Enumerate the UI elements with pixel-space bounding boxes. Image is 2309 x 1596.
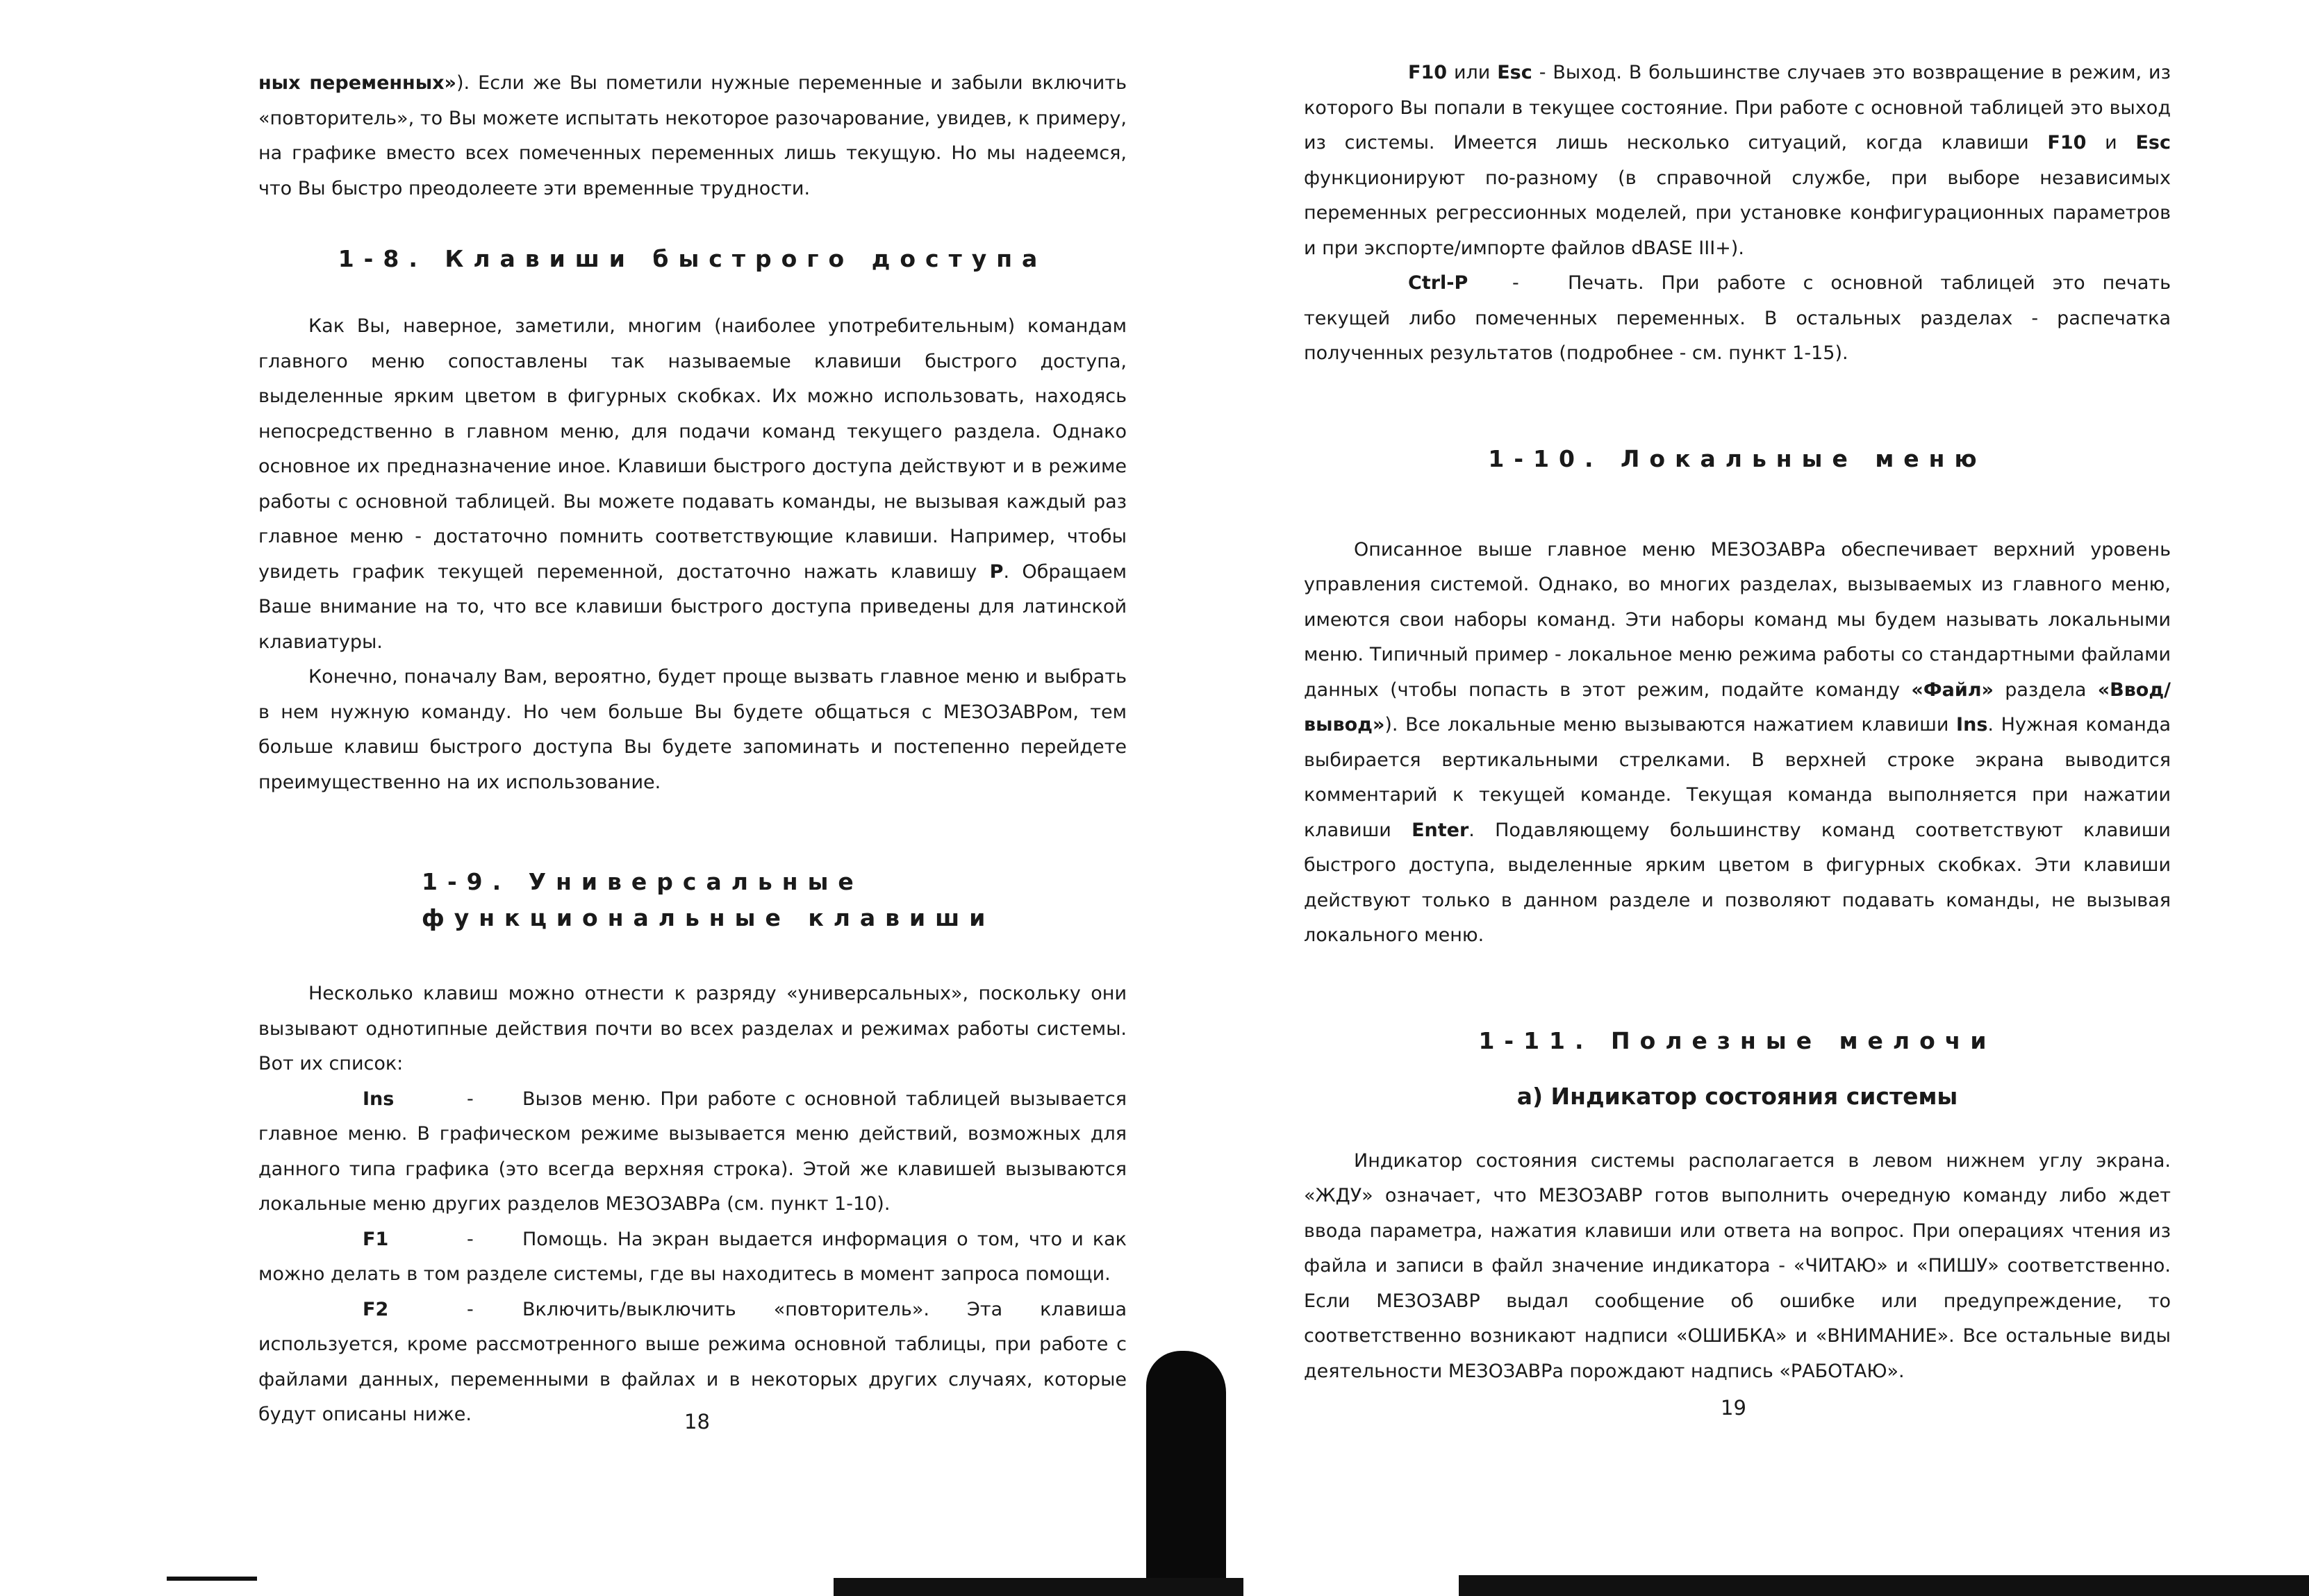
s110-mid-1: раздела <box>1993 679 2098 701</box>
key-ins-name: Ins <box>363 1088 395 1110</box>
f10-text-2: функционируют по-разному (в справочной службе, при выборе независимых переменных регрессионных моделей, при установке конфигурационных параметров и при экспорте/импорте файлов dBASE III+). <box>1304 167 2171 259</box>
key-item-f1 <box>258 1222 1127 1292</box>
ctrlp-item <box>1304 266 2171 372</box>
scan-mark <box>167 1577 257 1581</box>
f10-inline-key: F10 <box>2047 132 2087 153</box>
f10-and: и <box>2105 132 2117 153</box>
section-1-9-intro: Несколько клавиш можно отнести к разряду «универсальных», поскольку они вызывают однотипные действия почти во всех разделах и режимах работы системы. Вот их список: <box>258 983 1127 1074</box>
key-ins-dash: - <box>467 1088 474 1110</box>
section-1-11-subheading: а) Индикатор состояния системы <box>1516 1082 1958 1110</box>
para1-key: P <box>989 560 1004 583</box>
s110-mid-2: ). Все локальные меню вызываются нажатием клавиши <box>1384 714 1957 735</box>
key-f1-text: Помощь. На экран выдается информация о том, что и как можно делать в том разделе системы, где вы находитесь в момент запроса помощи. <box>258 1228 1127 1285</box>
s110-cmd-file: «Файл» <box>1911 679 1994 701</box>
section-1-9-heading-line-2: функциональные клавиши <box>422 904 995 931</box>
s110-end: . Подавляющему большинству команд соответствуют клавиши быстрого доступа, выделенные ярким цветом в фигурных скобках. Эти клавиши действуют только в данном разделе и позволяют подавать команды, не вызывая локального меню. <box>1304 819 2171 946</box>
intro-bold-fragment: ных переменных» <box>258 72 456 94</box>
ctrlp-dash: - <box>1512 272 1519 294</box>
s110-mid-3: . Нужная команда выбирается вертикальными стрелками. В верхней строке экрана выводится комментарий к текущей команде. Текущая команда выполняется при нажатии клавиши <box>1304 714 2171 841</box>
para1-end: . Обращаем Ваше внимание на то, что все клавиши быстрого доступа приведены для латинской клавиатуры. <box>258 560 1127 653</box>
f10-key: F10 <box>1408 62 1448 83</box>
section-1-9-heading <box>258 864 1127 936</box>
left-page <box>0 0 1154 1596</box>
section-1-11-heading: 1-11. Полезные мелочи <box>1478 1026 1996 1054</box>
key-f1-name: F1 <box>363 1228 389 1250</box>
key-f2-dash: - <box>467 1298 474 1320</box>
intro-paragraph <box>258 66 1127 206</box>
ctrlp-key: Ctrl-P <box>1408 272 1468 294</box>
section-1-8-paragraph-1 <box>258 309 1127 660</box>
section-1-9-heading-line-1: 1-9. Универсальные <box>422 868 863 895</box>
s110-start: Описанное выше главное меню МЕЗОЗАВРа обеспечивает верхний уровень управления системой. Однако, во многих разделах, вызываемых из главного меню, имеются свои наборы команд. Эти наборы команд мы будем называть локальными меню. Типичный пример - локальное меню режима работы со стандартными файлами данных (чтобы попасть в этот режим, подайте команду <box>1304 538 2171 701</box>
page-number-right: 19 <box>1721 1396 1746 1420</box>
s110-key-enter: Enter <box>1412 819 1469 841</box>
section-1-8-paragraph-2: Конечно, поначалу Вам, вероятно, будет проще вызвать главное меню и выбрать в нем нужную команду. Но чем больше Вы будете общаться с МЕЗОЗАВРом, тем больше клавиш быстрого доступа Вы будете запоминать и постепенно перейдете преимущественно на их использование. <box>258 666 1127 793</box>
f10-esc-item <box>1304 56 2171 266</box>
section-1-8-heading: 1-8. Клавиши быстрого доступа <box>338 245 1048 272</box>
key-item-ins <box>258 1082 1127 1222</box>
esc-inline-key: Esc <box>2135 132 2171 153</box>
section-1-10-paragraph <box>1304 533 2171 954</box>
f10-text-1: - Выход. В большинстве случаев это возвращение в режим, из которого Вы попали в текущее состояние. При работе с основной таблицей это выход из системы. Имеется лишь несколько ситуаций, когда клавиши <box>1304 62 2171 153</box>
section-1-10-heading: 1-10. Локальные меню <box>1488 444 1987 472</box>
esc-key: Esc <box>1497 62 1532 83</box>
page-number-left: 18 <box>684 1410 710 1433</box>
left-page-text <box>258 66 1127 1433</box>
s110-key-ins: Ins <box>1956 714 1988 735</box>
f10-or: или <box>1453 62 1491 83</box>
key-f2-name: F2 <box>363 1298 389 1320</box>
ctrlp-text: Печать. При работе с основной таблицей это печать текущей либо помеченных переменных. В остальных разделах - распечатка полученных результатов (подробнее - см. пункт 1-15). <box>1304 272 2171 364</box>
section-1-11-paragraph: Индикатор состояния системы располагается в левом нижнем углу экрана. «ЖДУ» означает, что МЕЗОЗАВР готов выполнить очередную команду либо ждет ввода параметра, нажатия клавиши или ответа на вопрос. При операциях чтения из файла и записи в файл значение индикатора - «ЧИТАЮ» и «ПИШУ» соответственно. Если МЕЗОЗАВР выдал сообщение об ошибке или предупреждение, то соответственно возникают надписи «ОШИБКА» и «ВНИМАНИЕ». Все остальные виды деятельности МЕЗОЗАВРа порождают надпись «РАБОТАЮ». <box>1304 1149 2171 1382</box>
key-ins-text: Вызов меню. При работе с основной таблицей вызывается главное меню. В графическом режиме вызывается меню действий, возможных для данного типа графика (это всегда верхняя строка). Этой же клавишей вызываются локальные меню других разделов МЕЗОЗАВРа (см. пункт 1-10). <box>258 1088 1127 1215</box>
intro-rest: ). Если же Вы пометили нужные переменные и забыли включить «повторитель», то Вы можете испытать некоторое разочарование, увидев, к примеру, на графике вместо всех помеченных переменных лишь текущую. Но мы надеемся, что Вы быстро преодолеете эти временные трудности. <box>258 72 1127 199</box>
s110-cmd-io: «Ввод/вывод» <box>1304 679 2171 735</box>
key-f1-dash: - <box>467 1228 474 1250</box>
key-f2-text: Включить/выключить «повторитель». Эта клавиша используется, кроме рассмотренного выше режима основной таблицы, при работе с файлами данных, переменными в файлах и в некоторых других случаях, которые будут описаны ниже. <box>258 1298 1127 1425</box>
right-page <box>1154 0 2309 1596</box>
para1-start: Как Вы, наверное, заметили, многим (наиболее употребительным) командам главного меню сопоставлены так называемые клавиши быстрого доступа, выделенные ярким цветом в фигурных скобках. Их можно использовать, находясь непосредственно в главном меню, для подачи команд текущего раздела. Однако основное их предназначение иное. Клавиши быстрого доступа действуют и в режиме работы с основной таблицей. Вы можете подавать команды, не вызывая каждый раз главное меню - достаточно помнить соответствующие клавиши. Например, чтобы увидеть график текущей переменной, достаточно нажать клавишу <box>258 315 1127 583</box>
right-page-text <box>1304 56 2171 1389</box>
